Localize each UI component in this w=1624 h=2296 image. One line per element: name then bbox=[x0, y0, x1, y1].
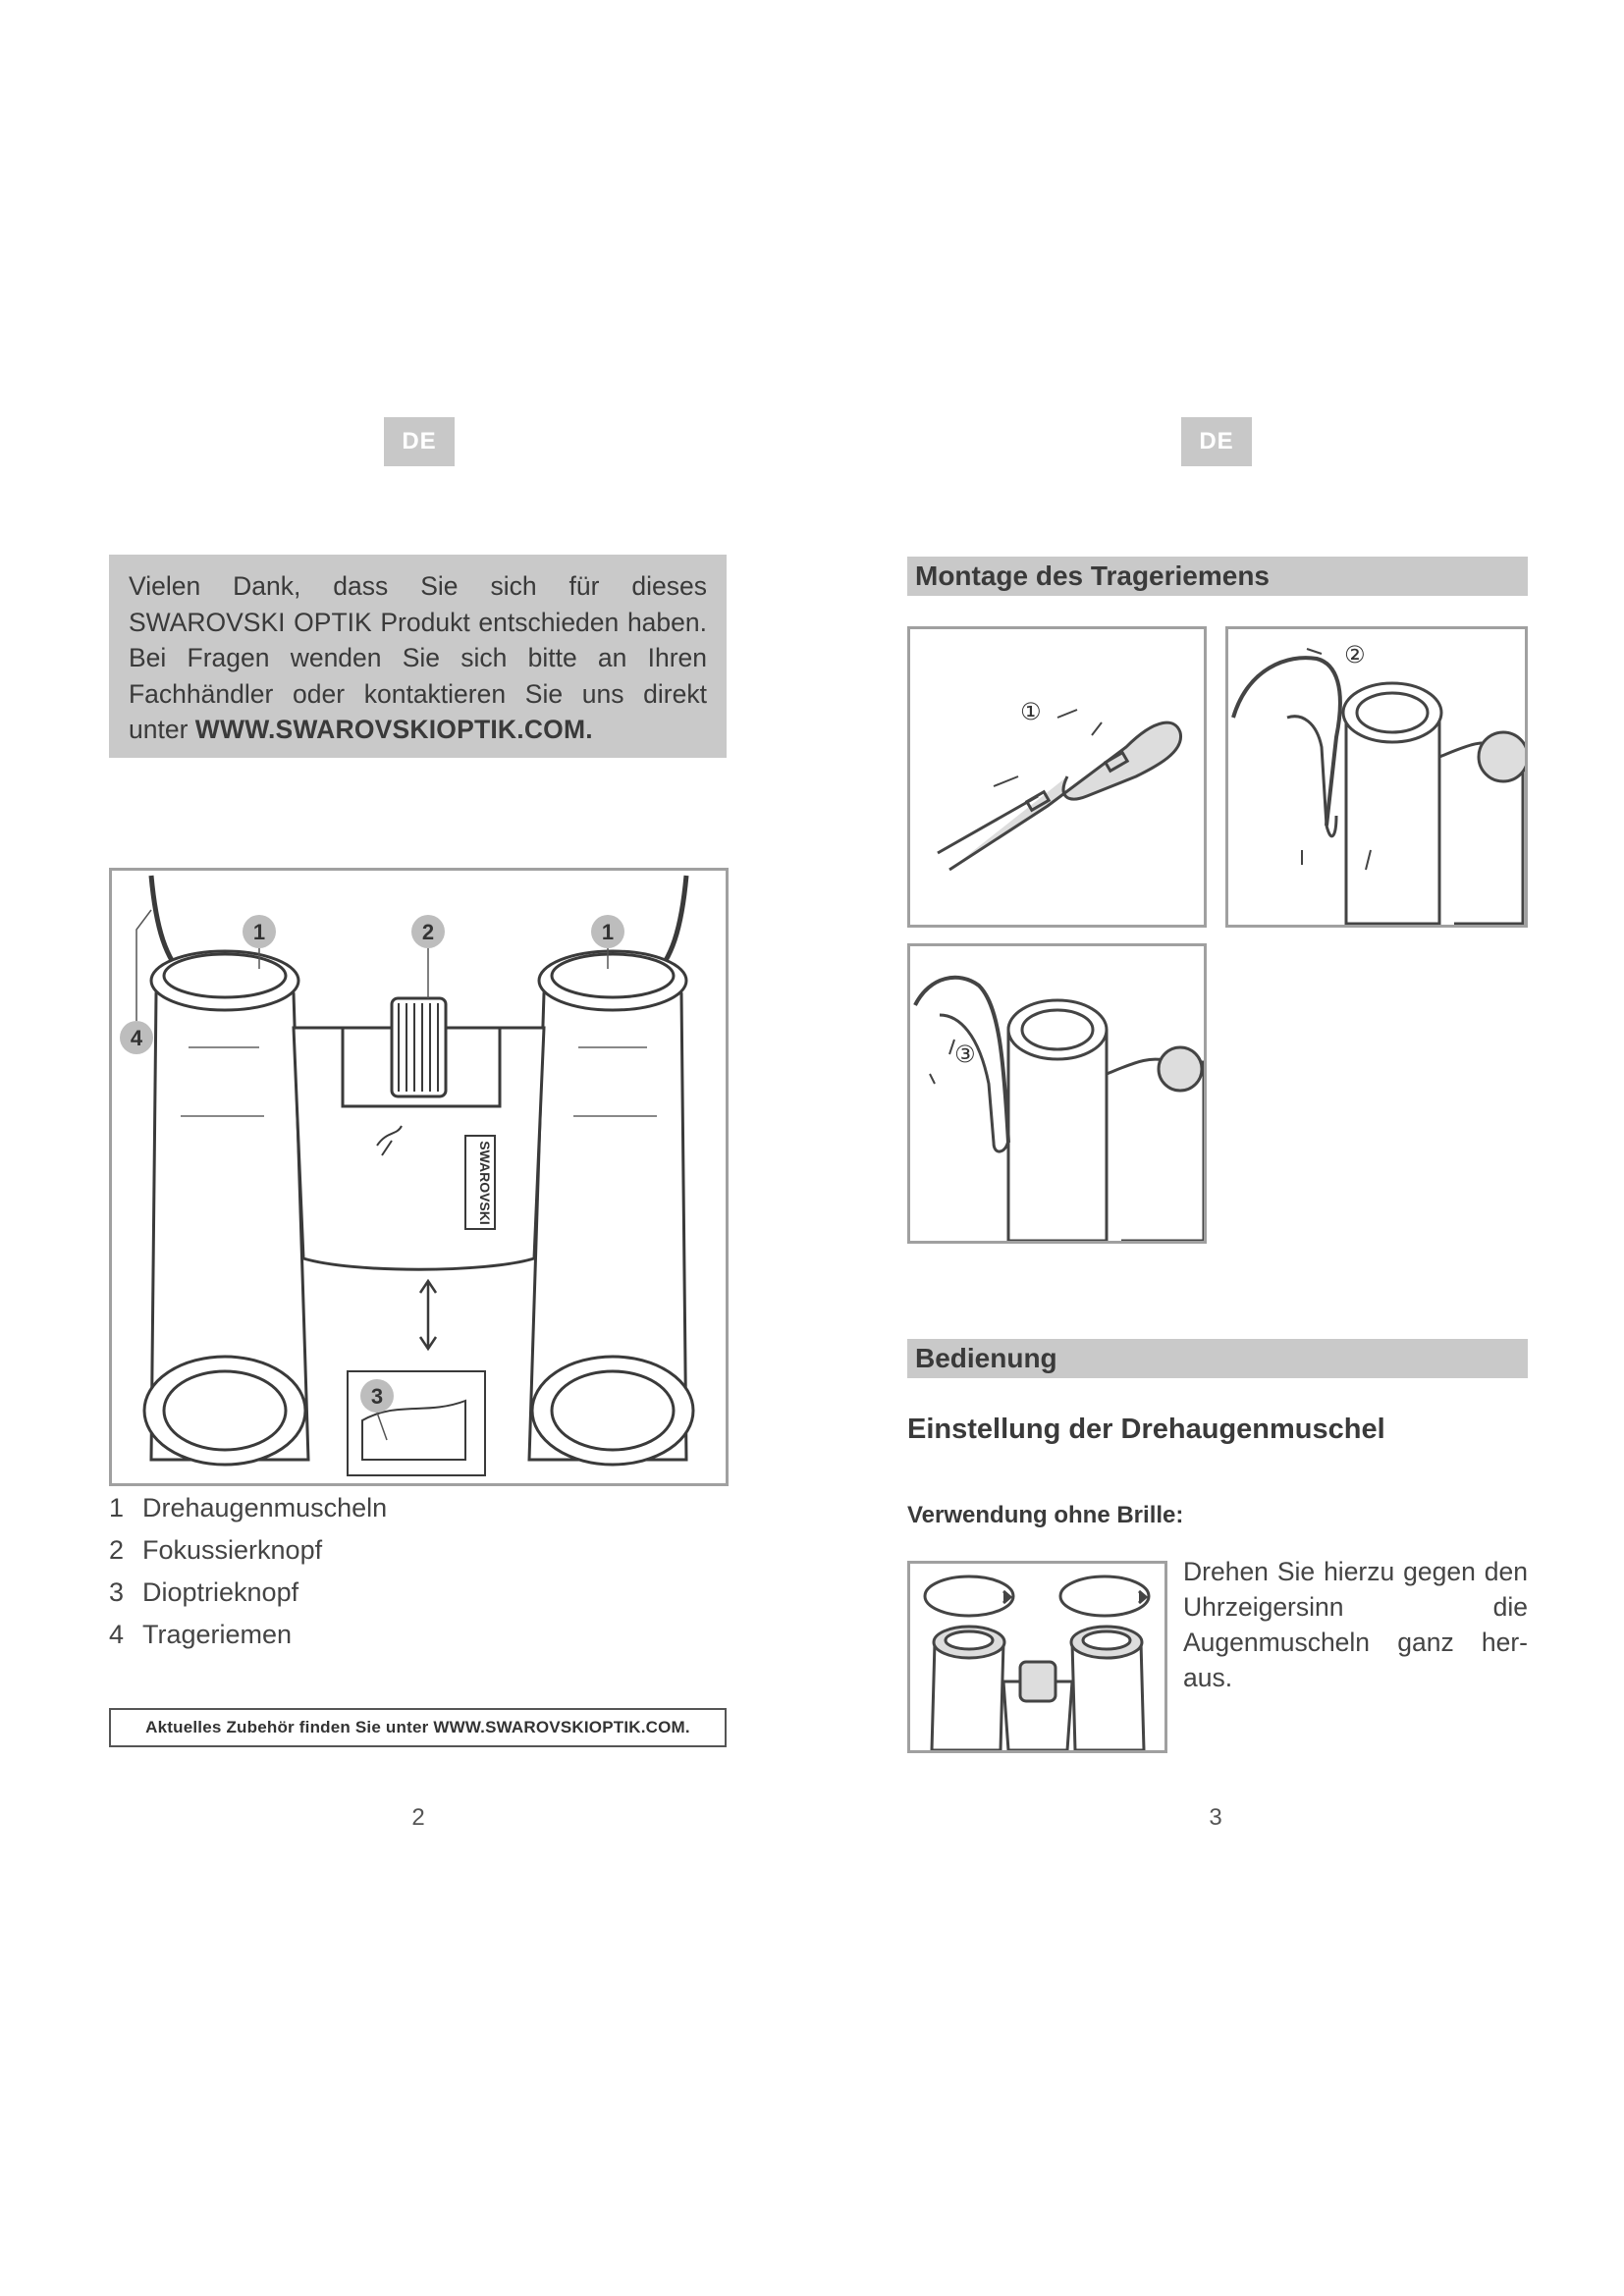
strap-step-1-figure bbox=[907, 626, 1207, 928]
binocular-figure bbox=[109, 868, 729, 1486]
strap-step-3-figure bbox=[907, 943, 1207, 1244]
strap-step-2-figure bbox=[1225, 626, 1528, 928]
parts-list bbox=[109, 1487, 387, 1656]
section-title-operation: Bedienung bbox=[907, 1339, 1528, 1378]
eyecup-instruction: Drehen Sie hierzu gegen den Uhrzeigersinn die Augenmuscheln ganz her-aus. bbox=[1183, 1557, 1528, 1692]
binocular-illustration bbox=[112, 871, 726, 1483]
language-badge-left: DE bbox=[384, 417, 455, 466]
intro-url[interactable]: WWW.SWAROVSKIOPTIK.COM. bbox=[194, 715, 593, 744]
binocular-brand-label: SWAROVSKI bbox=[477, 1141, 493, 1225]
intro-box bbox=[109, 555, 727, 758]
callout-2: 2 bbox=[421, 920, 435, 944]
intro-text: Vielen Dank, dass Sie sich für dieses SWAROVSKI OPTIK Produkt entschieden haben. Bei Fragen wenden Sie sich bitte an Ihren Fachhändler oder kontaktieren Sie uns direkt unter bbox=[129, 571, 707, 744]
callout-4: 4 bbox=[130, 1026, 143, 1050]
accessory-note: Aktuelles Zubehör finden Sie unter WWW.SWAROVSKIOPTIK.COM. bbox=[109, 1708, 727, 1747]
strap-step-2-label: ② bbox=[1344, 641, 1366, 668]
parts-list-item: 2 Fokussierknopf bbox=[109, 1535, 323, 1565]
subsubheading-no-glasses: Verwendung ohne Brille: bbox=[907, 1502, 1184, 1528]
callout-3: 3 bbox=[370, 1384, 384, 1409]
page-number-left: 2 bbox=[411, 1804, 425, 1831]
callout-1-right: 1 bbox=[601, 920, 615, 944]
strap-step-1-label: ① bbox=[1020, 698, 1042, 725]
callout-1-left: 1 bbox=[252, 920, 266, 944]
strap-step-3-label: ③ bbox=[954, 1041, 976, 1068]
parts-list-item: 4 Trageriemen bbox=[109, 1620, 293, 1649]
section-title-strap: Montage des Trageriemens bbox=[907, 557, 1528, 596]
eyecup-figure bbox=[907, 1561, 1167, 1753]
page-number-right: 3 bbox=[1209, 1804, 1222, 1831]
parts-list-item: 3 Dioptrieknopf bbox=[109, 1577, 299, 1607]
language-badge-right: DE bbox=[1181, 417, 1252, 466]
parts-list-item: 1 Drehaugenmuscheln bbox=[109, 1493, 388, 1522]
subheading-eyecup: Einstellung der Drehaugenmuschel bbox=[907, 1414, 1385, 1445]
